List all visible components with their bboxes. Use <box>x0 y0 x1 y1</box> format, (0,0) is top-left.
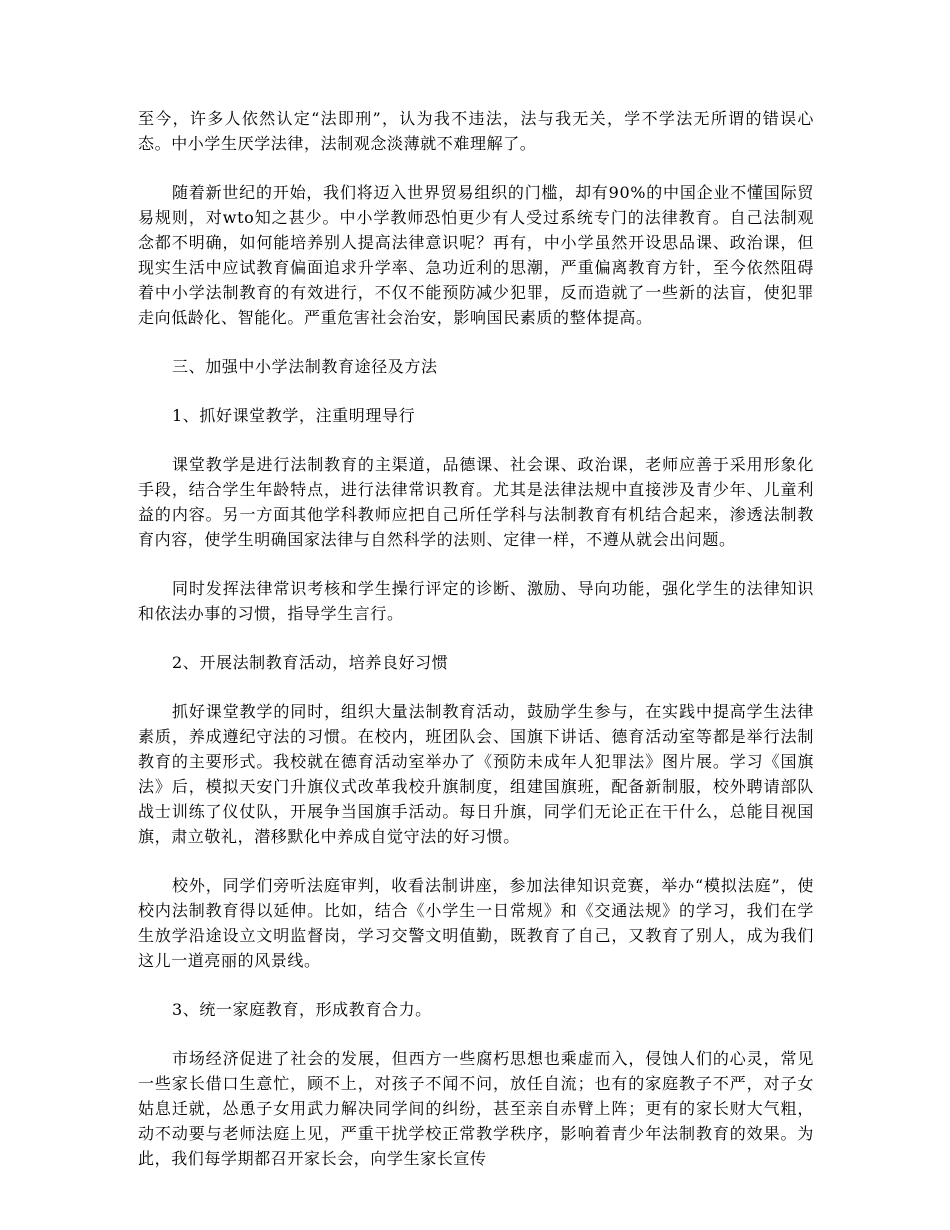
subheading-classroom-teaching: 1、抓好课堂教学，注重明理导行 <box>172 406 416 425</box>
section-heading-methods: 三、加强中小学法制教育途径及方法 <box>172 357 438 376</box>
subheading-family-education: 3、统一家庭教育，形成教育合力。 <box>172 1000 432 1019</box>
paragraph-continuation: 至今，许多人依然认定“法即刑”，认为我不违法，法与我无关，学不学法无所谓的错误心态。中小学生厌学法律，法制观念淡薄就不难理解了。 <box>138 109 814 153</box>
paragraph-wto-context: 随着新世纪的开始，我们将迈入世界贸易组织的门槛，却有90%的中国企业不懂国际贸易规则，对wto知之甚少。中小学教师恐怕更少有人受过系统专门的法律教育。自己法制观念都不明确，如何能培养别人提高法律意识呢？再有，中小学虽然开设思品课、政治课，但现实生活中应试教育偏面追求升学率、急功近利的思潮，严重偏离教育方针，至今依然阻碍着中小学法制教育的有效进行，不仅不能预防减少犯罪，反而造就了一些新的法盲，使犯罪走向低龄化、智能化。严重危害社会治安，影响国民素质的整体提高。 <box>138 183 814 327</box>
paragraph-family-education: 市场经济促进了社会的发展，但西方一些腐朽思想也乘虚而入，侵蚀人们的心灵，常见一些家长借口生意忙，顾不上，对孩子不闻不问，放任自流；也有的家庭教子不严，对子女姑息迁就，怂恿子女用武力解决同学间的纠纷，甚至亲自赤臂上阵；更有的家长财大气粗，动不动要与老师法庭上见，严重干扰学校正常教学秩序，影响着青少年法制教育的效果。为此，我们每学期都召开家长会，向学生家长宣传 <box>138 1049 814 1168</box>
paragraph-assessment: 同时发挥法律常识考核和学生操行评定的诊断、激励、导向功能，强化学生的法律知识和依法办事的习惯，指导学生言行。 <box>138 579 814 623</box>
paragraph-school-activities: 抓好课堂教学的同时，组织大量法制教育活动，鼓励学生参与，在实践中提高学生法律素质，养成遵纪守法的习惯。在校内，班团队会、国旗下讲话、德育活动室等都是举行法制教育的主要形式。我校就在德育活动室举办了《预防未成年人犯罪法》图片展。学习《国旗法》后，模拟天安门升旗仪式改革我校升旗制度，组建国旗班，配备新制服，校外聘请部队战士训练了仪仗队，开展争当国旗手活动。每日升旗，同学们无论正在干什么，总能目视国旗，肃立敬礼，潜移默化中养成自觉守法的好习惯。 <box>138 702 814 846</box>
document-page <box>138 106 814 1171</box>
paragraph-outside-school: 校外，同学们旁听法庭审判，收看法制讲座，参加法律知识竞赛，举办“模拟法庭”，使校内法制教育得以延伸。比如，结合《小学生一日常规》和《交通法规》的学习，我们在学生放学沿途设立文明监督岗，学习交警文明值勤，既教育了自己，又教育了别人，成为我们这儿一道亮丽的风景线。 <box>138 876 814 970</box>
subheading-activities: 2、开展法制教育活动，培养良好习惯 <box>172 653 449 672</box>
paragraph-classroom-teaching: 课堂教学是进行法制教育的主渠道，品德课、社会课、政治课，老师应善于采用形象化手段，结合学生年龄特点，进行法律常识教育。尤其是法律法规中直接涉及青少年、儿童利益的内容。另一方面其他学科教师应把自己所任学科与法制教育有机结合起来，渗透法制教育内容，使学生明确国家法律与自然科学的法则、定律一样，不遵从就会出问题。 <box>138 455 814 549</box>
